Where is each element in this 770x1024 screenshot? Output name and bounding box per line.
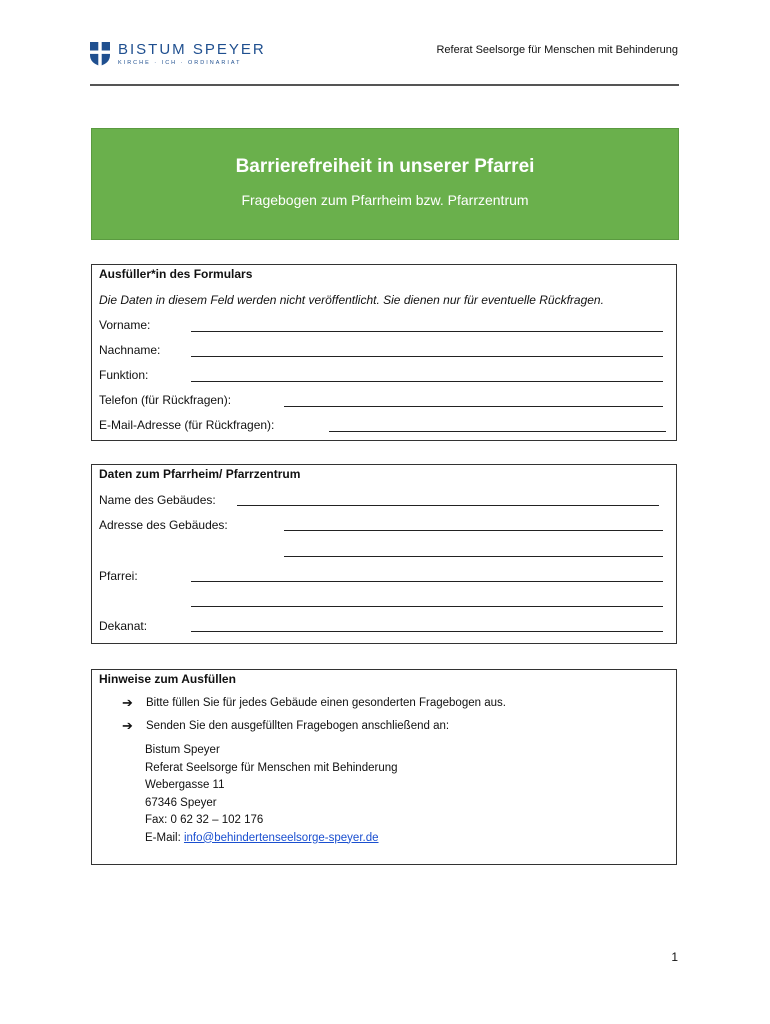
field-label-function: Funktion: xyxy=(99,368,149,382)
section-heading: Hinweise zum Ausfüllen xyxy=(99,672,236,686)
privacy-note: Die Daten in diesem Feld werden nicht veröffentlicht. Sie dienen nur für eventuelle Rückfragen. xyxy=(99,293,604,307)
building-address-line[interactable] xyxy=(284,530,663,531)
section-heading: Ausfüller*in des Formulars xyxy=(99,267,253,281)
page-number: 1 xyxy=(671,950,678,964)
field-label-email: E-Mail-Adresse (für Rückfragen): xyxy=(99,418,275,432)
email-link[interactable]: info@behindertenseelsorge-speyer.de xyxy=(183,831,379,844)
instruction-text: Senden Sie den ausgefüllten Fragebogen anschließend an: xyxy=(146,720,450,732)
logo-subtitle: KIRCHE · ICH · ORDINARIAT xyxy=(118,60,242,66)
instruction-item xyxy=(122,695,506,711)
field-label-phone: Telefon (für Rückfragen): xyxy=(99,393,232,407)
document-subtitle: Fragebogen zum Pfarrheim bzw. Pfarrzentrum xyxy=(241,192,529,208)
arrow-right-icon: ➔ xyxy=(122,718,133,733)
shield-cross-icon xyxy=(90,42,110,66)
field-label-parish: Pfarrei: xyxy=(99,569,138,583)
document-title: Barrierefreiheit in unserer Pfarrei xyxy=(235,156,535,177)
address-line: Fax: 0 62 32 – 102 176 xyxy=(145,814,264,826)
postal-address xyxy=(145,742,398,847)
building-section xyxy=(91,464,677,644)
field-label-last-name: Nachname: xyxy=(99,343,161,357)
field-label-first-name: Vorname: xyxy=(99,318,151,332)
arrow-right-icon: ➔ xyxy=(122,695,133,710)
phone-line[interactable] xyxy=(284,406,663,407)
address-line: Referat Seelsorge für Menschen mit Behinderung xyxy=(145,761,398,774)
field-label-building-address: Adresse des Gebäudes: xyxy=(99,518,228,532)
building-name-line[interactable] xyxy=(237,505,659,506)
instruction-text: Bitte füllen Sie für jedes Gebäude einen gesonderten Fragebogen aus. xyxy=(146,697,506,709)
instructions-section xyxy=(91,669,677,865)
section-heading: Daten zum Pfarrheim/ Pfarrzentrum xyxy=(99,467,301,481)
department-title: Referat Seelsorge für Menschen mit Behinderung xyxy=(436,44,678,56)
field-label-deanery: Dekanat: xyxy=(99,619,148,633)
header-divider xyxy=(90,84,679,86)
logo-name: BISTUM SPEYER xyxy=(118,41,266,58)
deanery-line[interactable] xyxy=(191,631,663,632)
first-name-line[interactable] xyxy=(191,331,663,332)
email-label: E-Mail: xyxy=(145,831,184,844)
last-name-line[interactable] xyxy=(191,356,663,357)
logo xyxy=(90,42,266,66)
email-line[interactable] xyxy=(329,431,666,432)
function-line[interactable] xyxy=(191,381,663,382)
instruction-item xyxy=(122,718,449,734)
email-line xyxy=(145,830,398,848)
title-banner xyxy=(91,128,679,240)
building-address-line-2[interactable] xyxy=(284,556,663,557)
parish-line[interactable] xyxy=(191,581,663,582)
parish-line-2[interactable] xyxy=(191,606,663,607)
address-line: Webergasse 11 xyxy=(145,779,225,791)
address-line: Bistum Speyer xyxy=(145,744,220,756)
field-label-building-name: Name des Gebäudes: xyxy=(99,493,216,507)
address-line: 67346 Speyer xyxy=(145,796,217,809)
form-filler-section xyxy=(91,264,677,441)
